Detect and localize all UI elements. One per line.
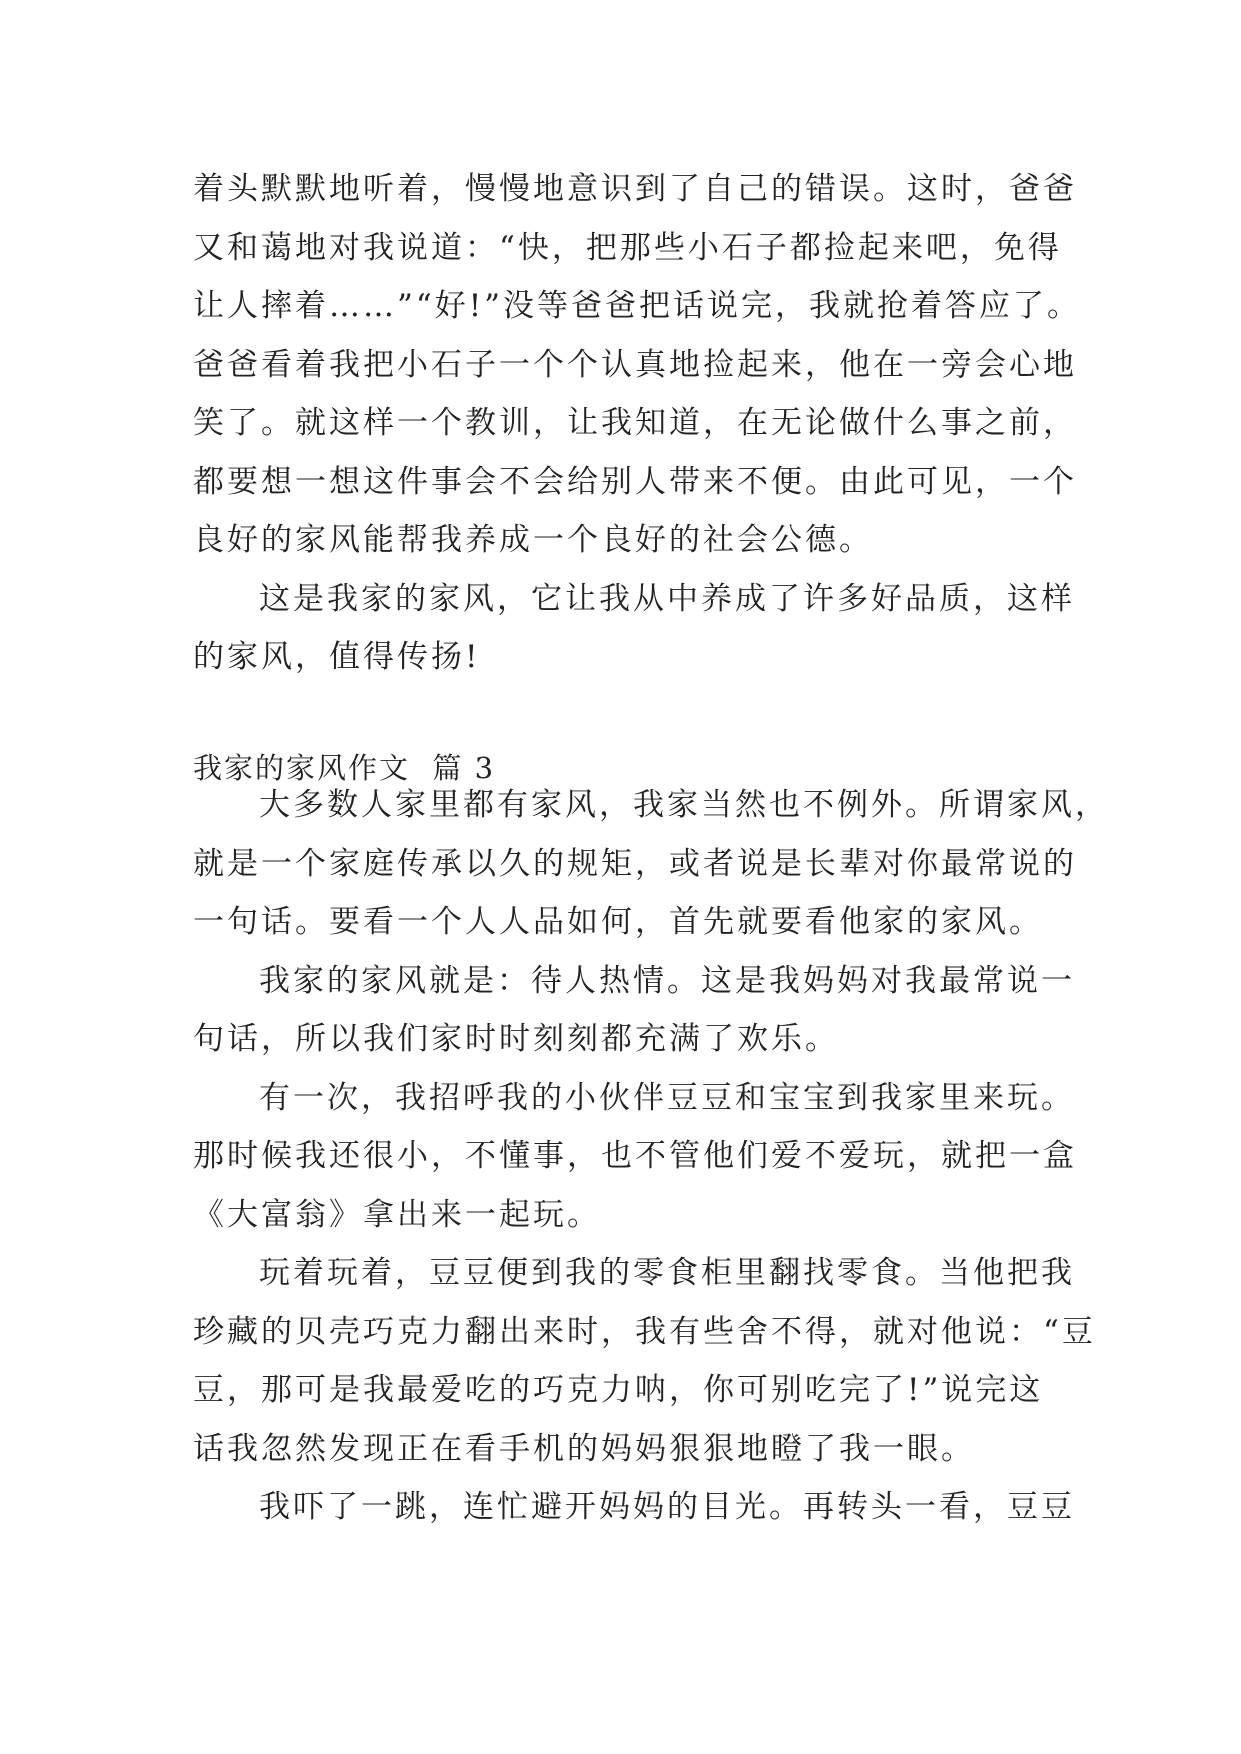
paragraph-family-motto xyxy=(193,952,1075,1069)
essay-continuation xyxy=(193,160,1081,687)
text-line: 我家的家风就是：待人热情。这是我妈妈对我最常说一 xyxy=(259,962,1075,999)
text-line: 那时候我还很小，不懂事，也不管他们爱不爱玩，就把一盒 xyxy=(193,1138,1077,1174)
text-line: 就是一个家庭传承以久的规矩，或者说是长辈对你最常说的 xyxy=(193,845,1077,882)
text-line: 豆，那可是我最爱吃的巧克力呐，你可别吃完了!”说完这 xyxy=(193,1372,1044,1408)
text-line: 句话，所以我们家时时刻刻都充满了欢乐。 xyxy=(193,1021,839,1057)
text-line: 又和蔼地对我说道：“快，把那些小石子都捡起来吧，免得 xyxy=(193,229,1062,266)
paragraph-intro xyxy=(193,776,1109,952)
text-line: 玩着玩着，豆豆便到我的零食柜里翻找零食。当他把我 xyxy=(259,1255,1075,1291)
text-line: 笑了。就这样一个教训，让我知道，在无论做什么事之前， xyxy=(193,405,1077,441)
text-line: 珍藏的贝壳巧克力翻出来时，我有些舍不得，就对他说：“豆 xyxy=(193,1313,1096,1350)
text-line: 一句话。要看一个人人品如何，首先就要看他家的家风。 xyxy=(193,904,1043,940)
text-line: 着头默默地听着，慢慢地意识到了自己的错误。这时，爸爸 xyxy=(193,171,1077,207)
paragraph-conclusion xyxy=(193,570,1075,687)
paragraph-reaction xyxy=(193,1478,1075,1537)
text-line: 这是我家的家风，它让我从中养成了许多好品质，这样 xyxy=(259,580,1075,617)
text-line: 有一次，我招呼我的小伙伴豆豆和宝宝到我家里来玩。 xyxy=(259,1079,1075,1116)
text-line: 话我忽然发现正在看手机的妈妈狠狠地瞪了我一眼。 xyxy=(193,1430,975,1467)
text-line: 我吓了一跳，连忙避开妈妈的目光。再转头一看，豆豆 xyxy=(259,1489,1075,1525)
text-line: 《大富翁》拿出来一起玩。 xyxy=(193,1196,601,1233)
paragraph-story-ending xyxy=(193,160,1081,570)
text-line: 都要想一想这件事会不会给别人带来不便。由此可见，一个 xyxy=(193,463,1077,500)
text-line: 爸爸看着我把小石子一个个认真地捡起来，他在一旁会心地 xyxy=(193,346,1077,383)
paragraph-story-start xyxy=(193,1069,1077,1245)
text-line: 良好的家风能帮我养成一个良好的社会公德。 xyxy=(193,522,873,558)
text-line: 大多数人家里都有家风，我家当然也不例外。所谓家风， xyxy=(259,787,1109,823)
essay-section-3 xyxy=(193,776,1109,1537)
text-line: 让人摔着……”“好!”没等爸爸把话说完，我就抢着答应了。 xyxy=(193,288,1081,324)
text-line: 的家风，值得传扬! xyxy=(193,639,481,675)
paragraph-chocolate xyxy=(193,1244,1096,1478)
section-title: 我家的家风作文 篇 3 xyxy=(193,751,496,785)
